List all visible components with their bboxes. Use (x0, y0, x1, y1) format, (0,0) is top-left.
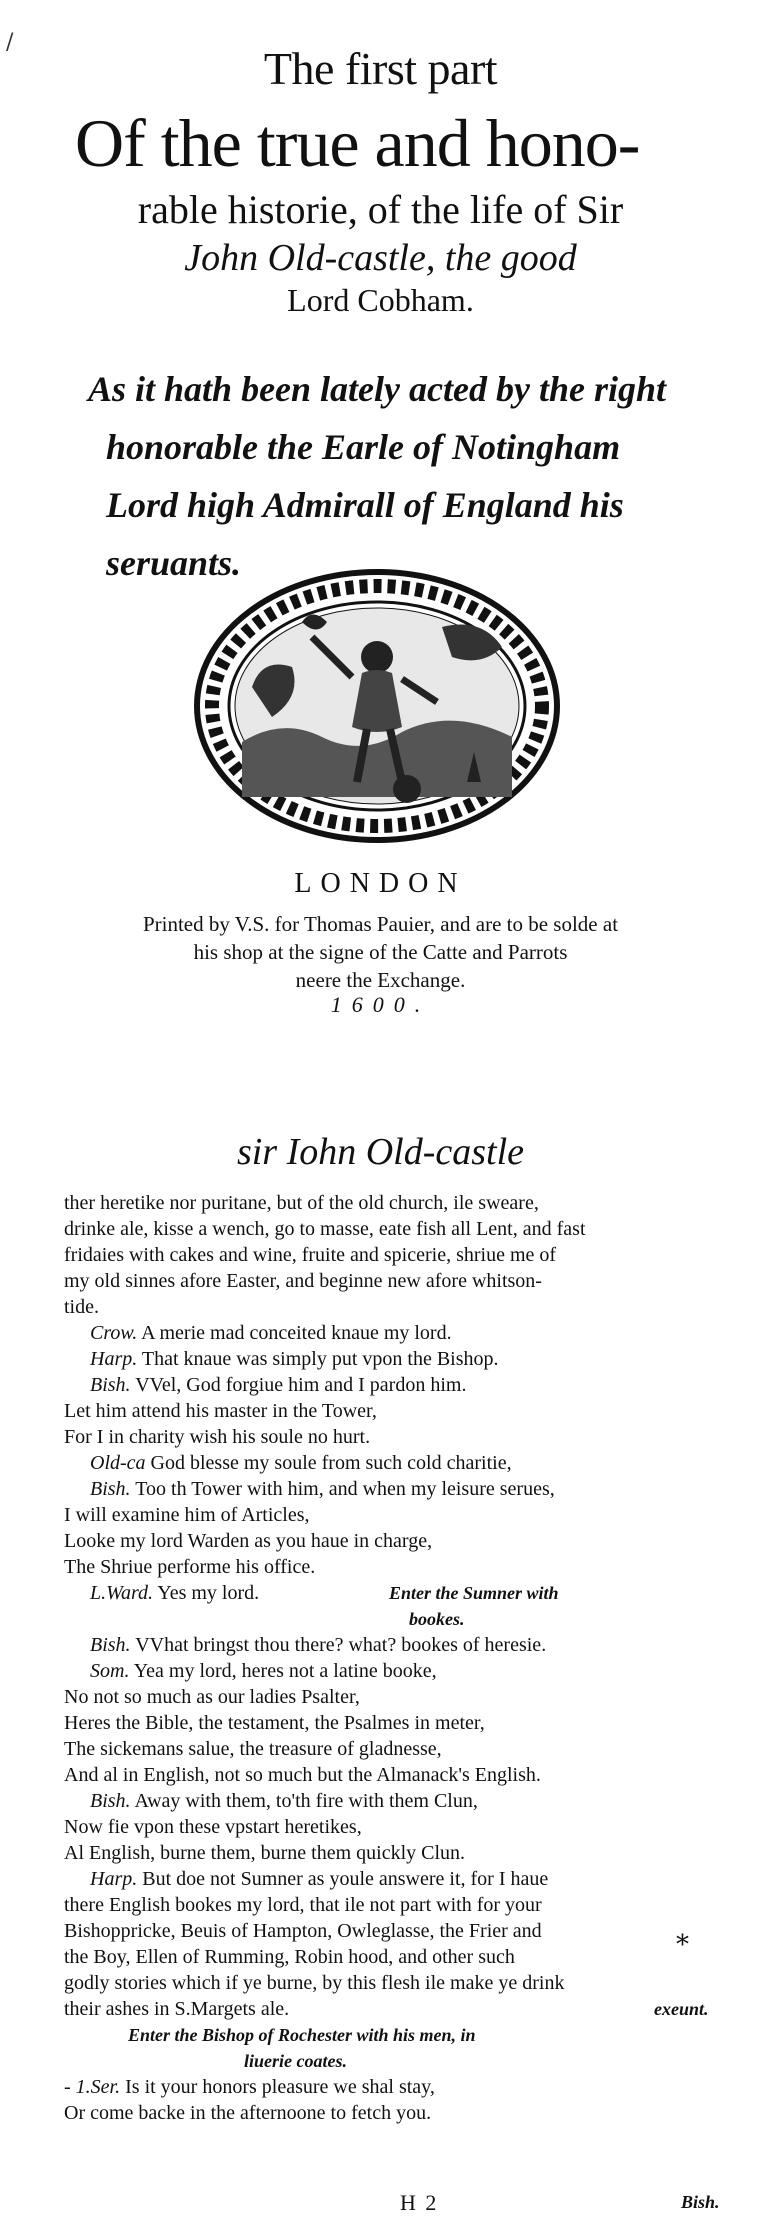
imprint-year: 1600. (330, 992, 431, 1017)
stage-direction-line (64, 1606, 664, 1632)
signature-mark: H 2 (400, 2190, 439, 2215)
speech-line: Bish. VVhat bringst thou there? what? bookes of heresie. (90, 1634, 547, 1656)
speaker-prefix: Bish. (90, 1790, 131, 1812)
acted-line: honorable the Earle of Notingham (106, 427, 621, 467)
stage-direction-line (64, 2022, 664, 2048)
speech-line: Harp. But doe not Sumner as youle answere it, for I haue (90, 1868, 549, 1890)
catchword: Bish. (681, 2192, 720, 2212)
title-line-4: John Old-castle, the good (184, 237, 577, 279)
text-line: I will examine him of Articles, (64, 1504, 310, 1526)
text-line: Now fie vpon these vpstart heretikes, (64, 1816, 362, 1838)
acted-line: seruants. (106, 543, 242, 583)
text-line: The sickemans salue, the treasure of gladnesse, (64, 1738, 442, 1760)
text-line: the Boy, Ellen of Rumming, Robin hood, and other such (64, 1946, 515, 1968)
speaker-prefix: L.Ward. (90, 1582, 153, 1604)
stage-direction: liuerie coates. (244, 2051, 347, 2071)
speaker-prefix: Bish. (90, 1634, 131, 1656)
speaker-prefix: Crow. (90, 1322, 138, 1344)
text-line: ther heretike nor puritane, but of the old church, ile sweare, (64, 1192, 539, 1214)
title-line-5: Lord Cobham. (287, 282, 474, 318)
imprint-line: his shop at the signe of the Catte and Parrots (193, 940, 568, 964)
margin-asterisk: * (676, 1930, 689, 1960)
speaker-prefix: Harp. (90, 1868, 138, 1890)
acted-line: As it hath been lately acted by the right (88, 369, 666, 409)
speaker-prefix: Bish. (90, 1478, 131, 1500)
text-line: Al English, burne them, burne them quickly Clun. (64, 1842, 466, 1864)
acted-line: Lord high Admirall of England his (106, 485, 624, 525)
text-line: there English bookes my lord, that ile not part with for your (64, 1894, 542, 1916)
stage-direction: bookes. (409, 1609, 465, 1629)
text-line: And al in English, not so much but the Almanack's English. (64, 1764, 541, 1786)
stage-direction: Enter the Sumner with (389, 1583, 559, 1603)
text-line: Heres the Bible, the testament, the Psalmes in meter, (64, 1712, 485, 1734)
speech-line: Bish. Away with them, to'th fire with them Clun, (90, 1790, 478, 1812)
imprint (0, 910, 761, 994)
imprint-place: LONDON (294, 868, 467, 899)
text-line: fridaies with cakes and wine, fruite and spicerie, shriue me of (64, 1244, 557, 1266)
text-line: tide. (64, 1296, 99, 1318)
speaker-prefix: Bish. (90, 1374, 131, 1396)
speech-line: Som. Yea my lord, heres not a latine booke, (90, 1660, 437, 1682)
play-text (64, 1190, 709, 2126)
text-line: The Shriue performe his office. (64, 1556, 316, 1578)
speaker-prefix: Harp. (90, 1348, 138, 1370)
text-line: Looke my lord Warden as you haue in charge, (64, 1530, 433, 1552)
text-line: Bishoppricke, Beuis of Hampton, Owleglasse, the Frier and (64, 1920, 542, 1942)
text-line: drinke ale, kisse a wench, go to masse, eate fish all Lent, and fast (64, 1218, 586, 1240)
exit-direction: exeunt. (654, 1999, 709, 2019)
text-line: Let him attend his master in the Tower, (64, 1400, 377, 1422)
speech-line: Bish. VVel, God forgiue him and I pardon him. (90, 1374, 467, 1396)
speaker-prefix: Som. (90, 1660, 130, 1682)
speech-line: Bish. Too th Tower with him, and when my leisure serues, (90, 1478, 555, 1500)
acted-statement (88, 360, 688, 592)
stage-direction-line (64, 2048, 664, 2074)
speech-line: L.Ward. Yes my lord. Enter the Sumner with (90, 1582, 559, 1604)
text-line: my old sinnes afore Easter, and beginne new afore whitson- (64, 1270, 542, 1292)
speech-line: - 1.Ser. Is it your honors pleasure we shal stay, (64, 2076, 435, 2098)
title-line-2: Of the true and hono- (75, 105, 640, 181)
running-title: sir Iohn Old-castle (236, 1131, 525, 1173)
text-line: No not so much as our ladies Psalter, (64, 1686, 360, 1708)
text-line: Or come backe in the afternoone to fetch you. (64, 2102, 432, 2124)
speech-line: Crow. A merie mad conceited knaue my lord. (90, 1322, 452, 1344)
imprint-line: neere the Exchange. (295, 968, 466, 992)
margin-tick: / (6, 30, 14, 55)
stage-direction: Enter the Bishop of Rochester with his men, in (128, 2025, 476, 2045)
speech-line: Harp. That knaue was simply put vpon the Bishop. (90, 1348, 499, 1370)
speaker-prefix: Old-ca (90, 1452, 146, 1474)
speaker-prefix: 1.Ser. (75, 2076, 121, 2098)
text-line: For I in charity wish his soule no hurt. (64, 1426, 371, 1448)
speech-line: Old-ca God blesse my soule from such cold charitie, (90, 1452, 512, 1474)
text-line: godly stories which if ye burne, by this flesh ile make ye drink (64, 1972, 565, 1994)
title-line-1: The first part (263, 43, 498, 94)
text-line: their ashes in S.Margets ale. exeunt. (64, 1998, 709, 2020)
imprint-line: Printed by V.S. for Thomas Pauier, and are to be solde at (142, 912, 619, 936)
printers-device-emblem (192, 567, 562, 845)
title-line-3: rable historie, of the life of Sir (137, 187, 624, 232)
